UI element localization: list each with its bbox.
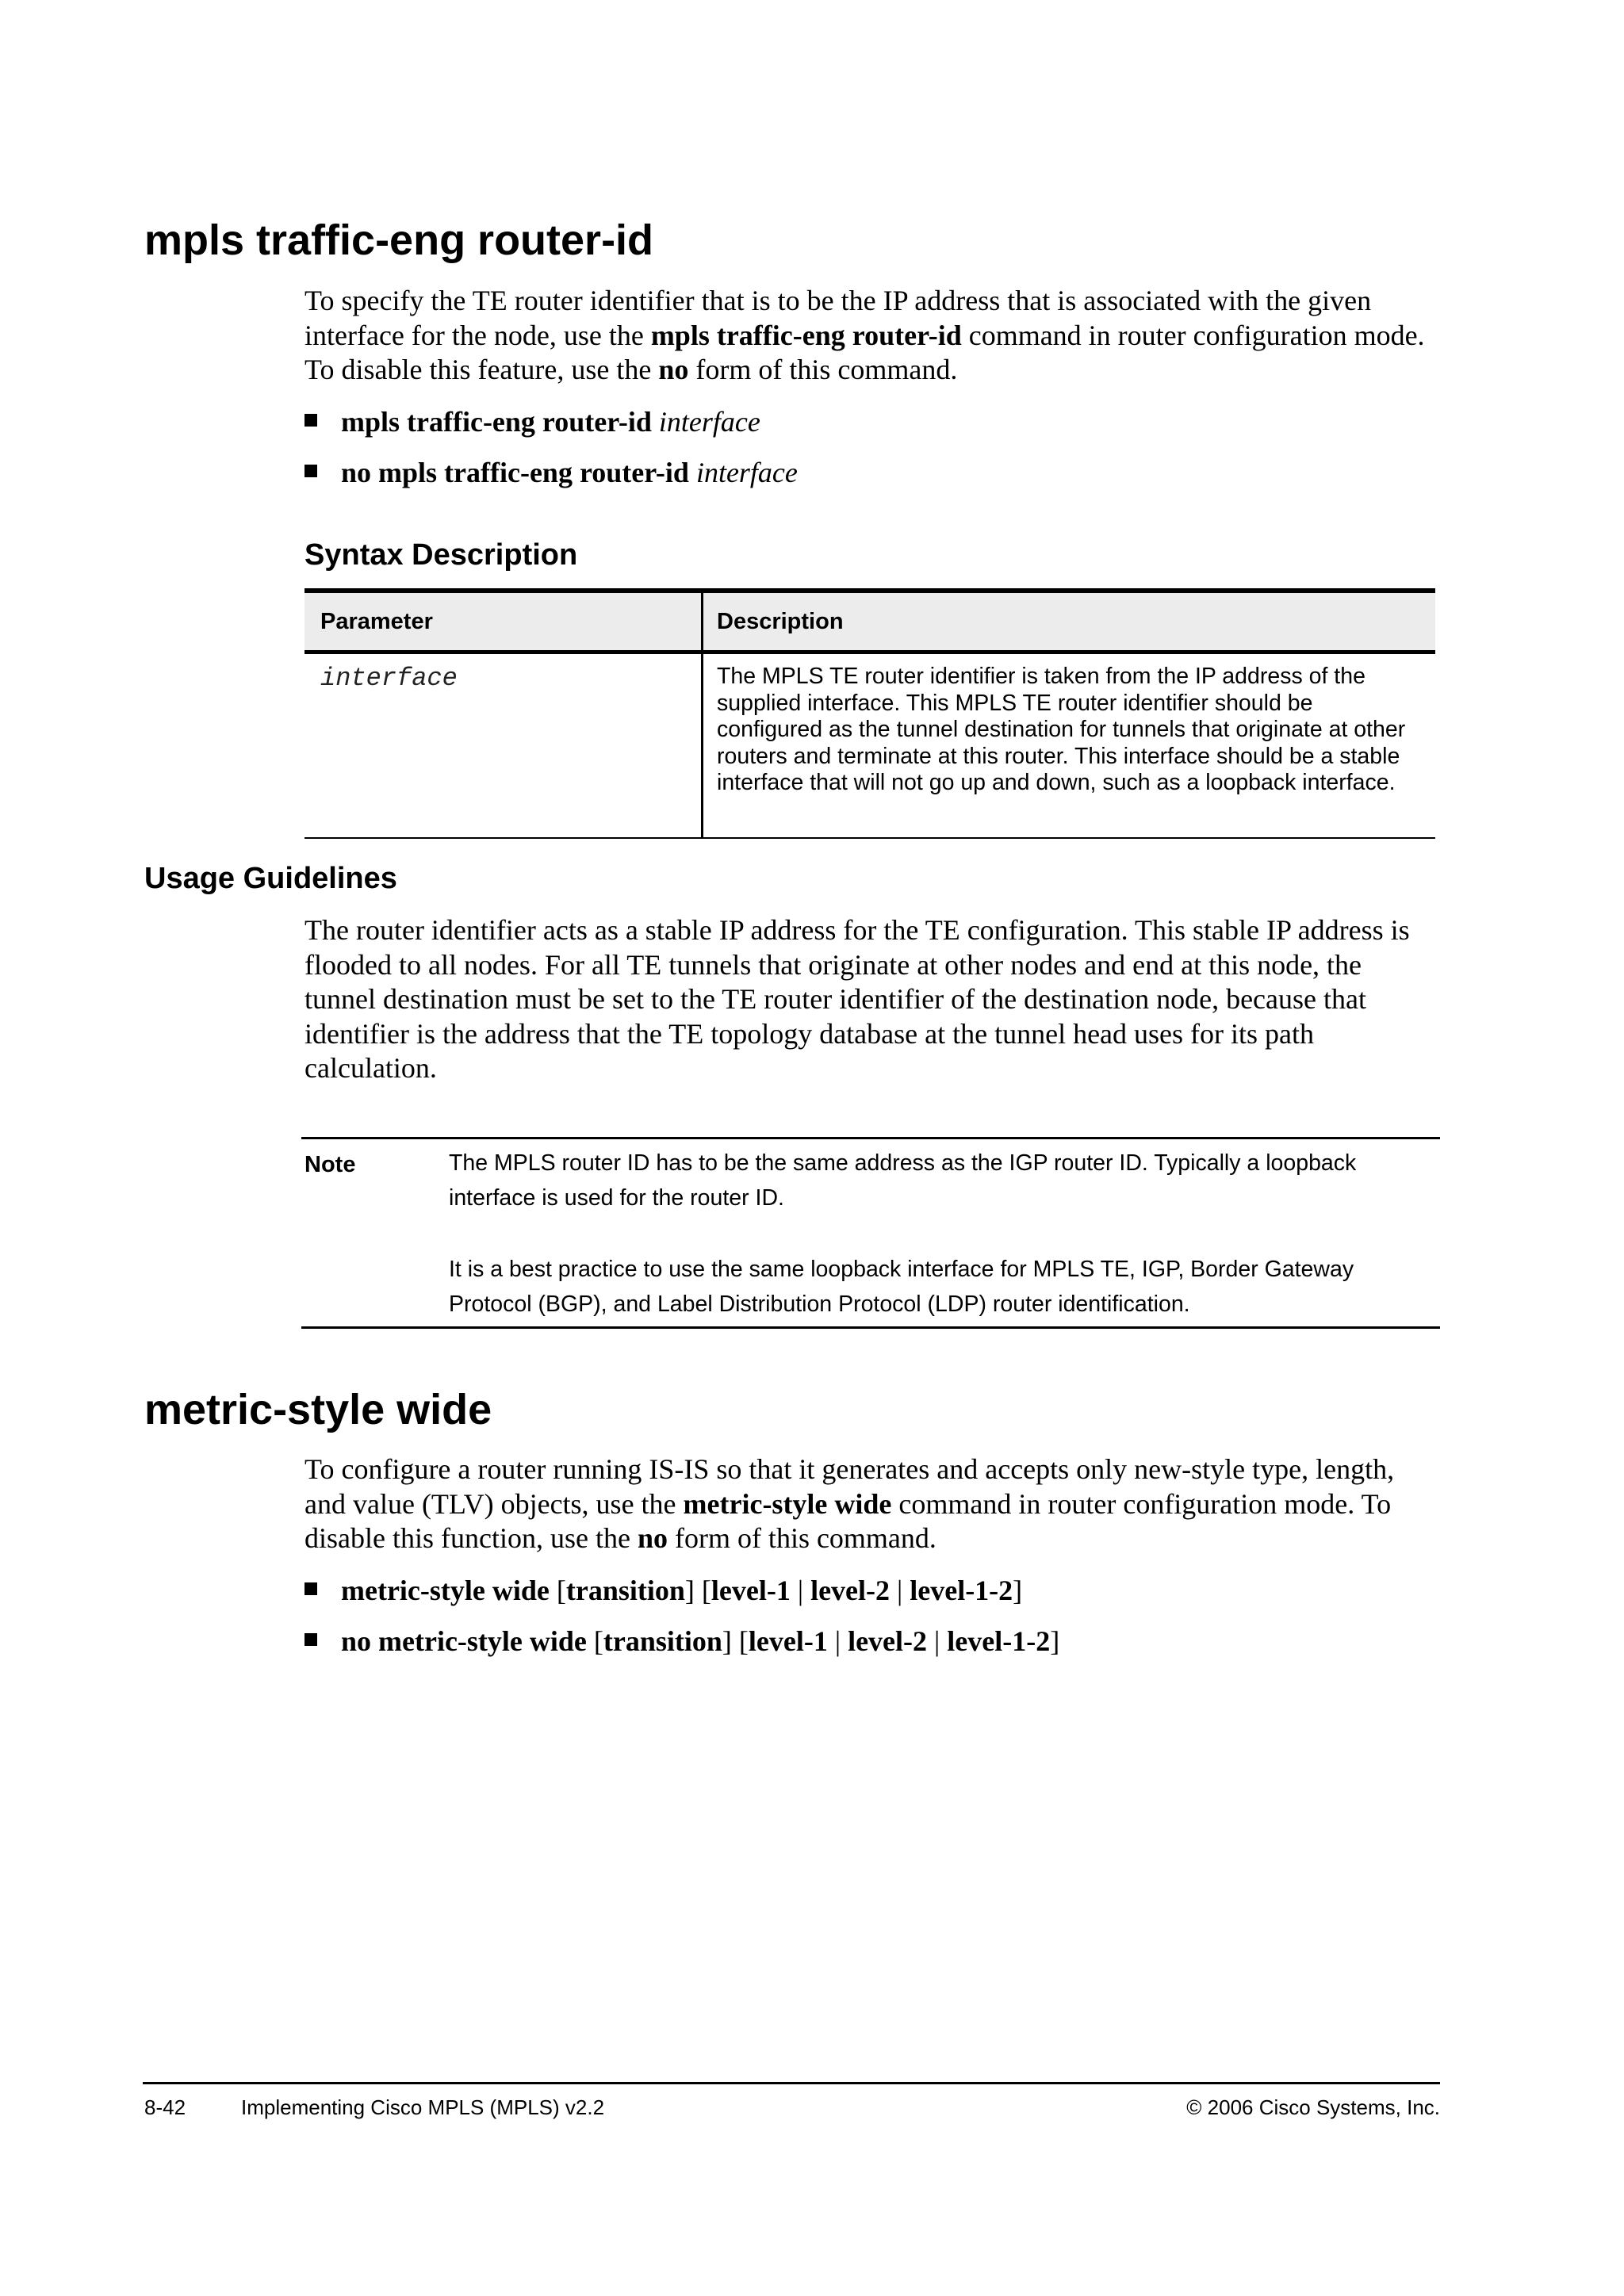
intro-paragraph-router-id: To specify the TE router identifier that is to be the IP address that is associated with the given interface for the node, use the mpls traffic-eng router-id command in router configuration mode. To disable this feature, use the no form of this command. <box>304 285 1425 385</box>
table-row <box>304 654 1435 839</box>
no-keyword: no <box>637 1522 668 1554</box>
command-name: metric-style wide <box>683 1487 892 1520</box>
syntax-description-heading: Syntax Description <box>304 538 578 572</box>
bullet-square-icon <box>304 465 317 477</box>
bullet-square-icon <box>304 1633 317 1646</box>
table-cell-parameter: interface <box>320 664 458 693</box>
usage-guidelines-heading: Usage Guidelines <box>144 862 397 895</box>
intro-paragraph-metric-style: To configure a router running IS-IS so that it generates and accepts only new-style type, length, and value (TLV) objects, use the metric-style wide command in router configuration mode. To disable this function, use the no form of this command. <box>304 1453 1395 1554</box>
bullet-square-icon <box>304 414 317 427</box>
command-name: mpls traffic-eng router-id <box>650 319 962 351</box>
syntax-argument: interface <box>695 457 798 488</box>
section-title-mpls-router-id: mpls traffic-eng router-id <box>144 216 654 264</box>
table-header-parameter: Parameter <box>320 609 433 634</box>
table-header-description: Description <box>717 609 844 634</box>
table-cell-description: The MPLS TE router identifier is taken from the IP address of the supplied interface. This MPLS TE router identifier should be configured as the tunnel destination for tunnels that originate at other routers and terminate at this router. This interface should be a stable interface that will not go up and down, such as a loopback interface. <box>717 664 1406 795</box>
note-paragraph: It is a best practice to use the same loopback interface for MPLS TE, IGP, Border Gateway Protocol (BGP), and Label Distribution Protocol (LDP) router identification. <box>449 1257 1354 1317</box>
section-title-metric-style-wide: metric-style wide <box>144 1386 492 1433</box>
syntax-line: metric-style wide [transition] [level-1 | level-2 | level-1-2] <box>304 1573 1022 1608</box>
page-footer <box>143 2082 1440 2132</box>
syntax-line: mpls traffic-eng router-id interface <box>304 404 760 439</box>
syntax-line: no metric-style wide [transition] [level-1 | level-2 | level-1-2] <box>304 1624 1059 1659</box>
syntax-table <box>304 588 1435 839</box>
page-number: 8-42 <box>144 2095 186 2119</box>
syntax-line: no mpls traffic-eng router-id interface <box>304 455 798 490</box>
document-title: Implementing Cisco MPLS (MPLS) v2.2 <box>241 2095 605 2119</box>
note-label: Note <box>304 1152 356 1177</box>
note-box <box>301 1137 1440 1329</box>
usage-guidelines-paragraph: The router identifier acts as a stable IP address for the TE configuration. This stable IP address is flooded to all nodes. For all TE tunnels that originate at other nodes and end at this node, the tunnel destination must be set to the TE router identifier of the destination node, because that identifier is the address that the TE topology database at the tunnel head uses for its path calculation. <box>304 914 1410 1084</box>
syntax-argument: interface <box>658 406 760 438</box>
table-header-row <box>304 588 1435 654</box>
bullet-square-icon <box>304 1582 317 1595</box>
note-paragraph: The MPLS router ID has to be the same address as the IGP router ID. Typically a loopback interface is used for the router ID. <box>449 1150 1357 1211</box>
no-keyword: no <box>658 354 689 385</box>
copyright: © 2006 Cisco Systems, Inc. <box>1186 2095 1440 2119</box>
